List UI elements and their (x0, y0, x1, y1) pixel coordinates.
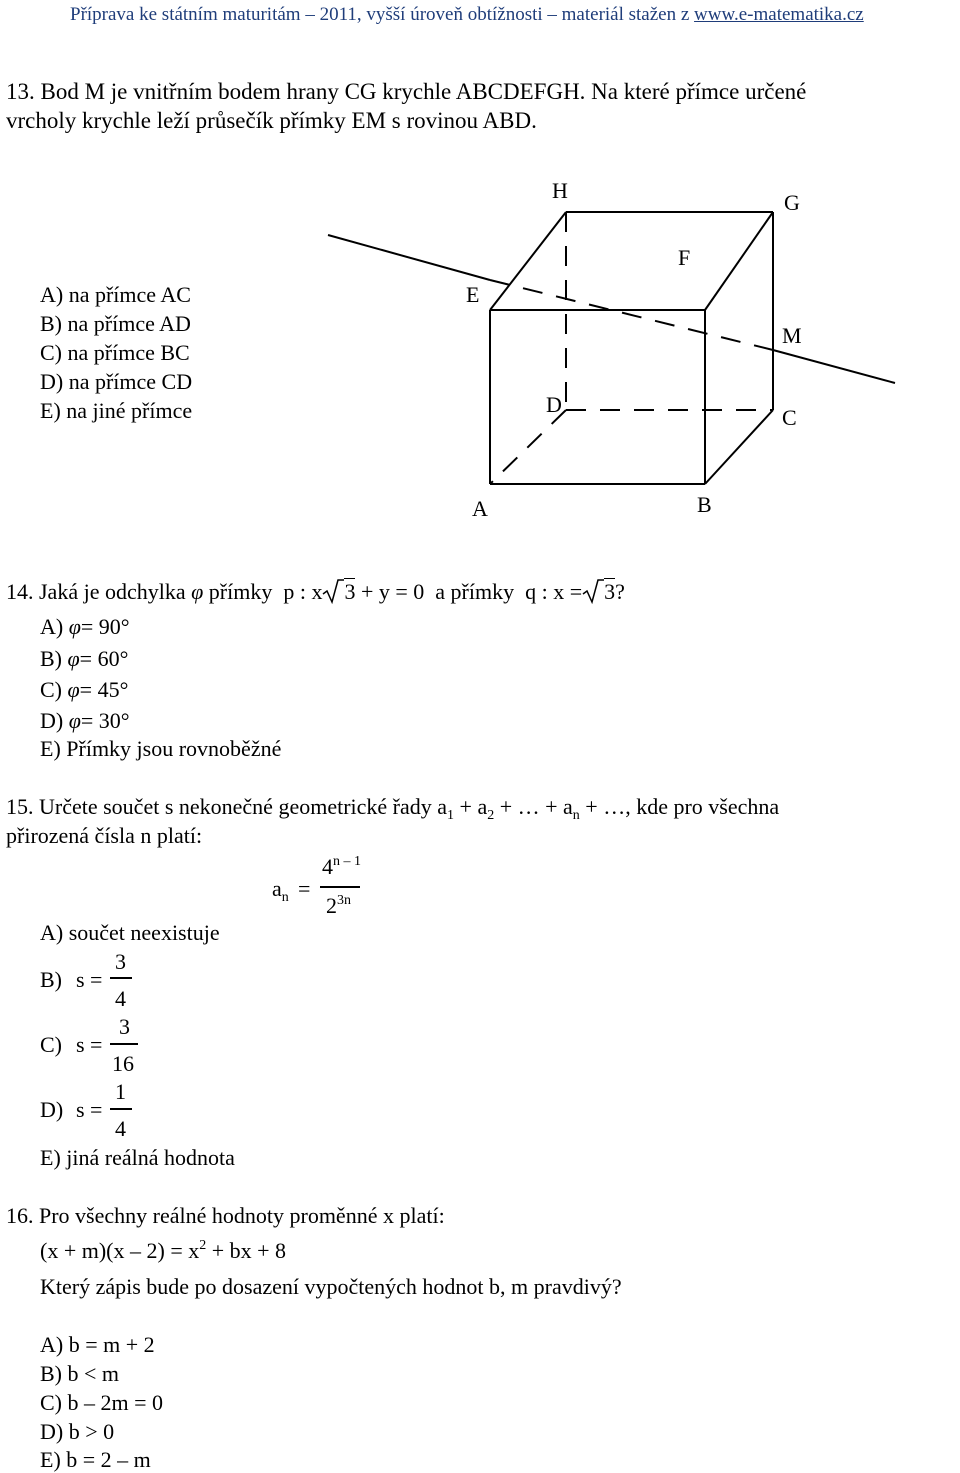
line-EM-left (328, 235, 490, 280)
sub-n: n (572, 808, 580, 823)
q15-option-b-bar (110, 977, 132, 979)
num-base: 4 (322, 854, 333, 879)
edge-DA (490, 410, 566, 484)
q15-option-c-s: s = (76, 1032, 103, 1057)
q14-question (6, 578, 625, 605)
q16-option-d: D) b > 0 (40, 1419, 115, 1444)
den-base: 2 (326, 893, 337, 918)
q16-line2: Který zápis bude po dosazení vypočtených hodnot b, m pravdivý? (40, 1274, 622, 1299)
q13-line1: 13. Bod M je vnitřním bodem hrany CG krychle ABCDEFGH. Na které přímce určené (6, 79, 807, 104)
q15-option-d-bar (110, 1108, 132, 1110)
q16-option-c: C) b – 2m = 0 (40, 1390, 164, 1415)
option-value: = 60° (79, 646, 129, 671)
q15-line1 (6, 794, 779, 824)
edge-BC (705, 410, 773, 484)
phi-symbol: φ (67, 646, 80, 671)
an-equals: = (298, 876, 311, 901)
q13-option-d: D) na přímce CD (40, 369, 193, 394)
an-fraction-bar (320, 886, 360, 888)
q15-option-b-num: 3 (115, 949, 126, 974)
vertex-label-M: M (782, 323, 802, 348)
option-letter: B) (40, 646, 62, 671)
q13-option-b: B) na přímce AD (40, 311, 191, 336)
an-numerator (322, 854, 361, 884)
line-EM-inside (490, 280, 773, 350)
q15-text-a: 15. Určete součet s nekonečné geometrické řady a (6, 794, 448, 819)
q14-option-e: E) Přímky jsou rovnoběžné (40, 736, 282, 761)
option-value: = 30° (80, 708, 130, 733)
q14-option-d (40, 708, 130, 734)
q15-line2: přirozená čísla n platí: (6, 823, 203, 848)
vertex-label-H: H (552, 178, 568, 203)
sqrt-symbol-p (322, 578, 355, 605)
header-text: Příprava ke státním maturitám – 2011, vyšší úroveň obtížnosti – materiál stažen z (70, 4, 690, 25)
header-link[interactable]: www.e-matematika.cz (694, 4, 864, 25)
sub-2: 2 (487, 808, 495, 823)
option-letter: A) (40, 614, 64, 639)
equation-left: (x + m)(x – 2) = x (40, 1238, 200, 1263)
sqrt-symbol-q (582, 578, 615, 605)
q15-plus: + a (454, 794, 488, 819)
q15-tail: + …, kde pro všechna (579, 794, 780, 819)
phi-symbol: φ (67, 677, 80, 702)
phi-symbol: φ (68, 614, 81, 639)
option-value: = 90° (80, 614, 130, 639)
q14-q-sqrt-value: 3 (604, 579, 616, 604)
q14-prefix: 14. Jaká je odchylka (6, 579, 186, 604)
q14-option-b (40, 646, 128, 672)
q15-option-a: A) součet neexistuje (40, 920, 220, 945)
vertex-label-E: E (466, 282, 480, 307)
q16-option-a: A) b = m + 2 (40, 1332, 155, 1357)
den-exponent: 3n (337, 893, 351, 908)
q15-option-c-bar (110, 1043, 138, 1045)
sub-1: 1 (447, 808, 455, 823)
vertex-label-F: F (678, 245, 691, 270)
edge-FG (705, 212, 773, 310)
vertex-label-G: G (784, 190, 800, 215)
q14-qmark: ? (615, 579, 625, 604)
q16-option-e: E) b = 2 – m (40, 1447, 151, 1472)
q13-option-c: C) na přímce BC (40, 340, 190, 365)
q15-option-b-s: s = (76, 967, 103, 992)
equation-exponent: 2 (199, 1238, 207, 1253)
q16-option-b: B) b < m (40, 1361, 120, 1386)
option-letter: C) (40, 677, 62, 702)
q15-dots: + … + a (494, 794, 573, 819)
line-EM-right (773, 350, 895, 383)
q14-q-eq: q : x = (525, 579, 583, 604)
q15-option-d-num: 1 (115, 1079, 126, 1104)
q15-option-b-letter: B) (40, 967, 62, 992)
q15-option-d-den: 4 (115, 1116, 126, 1141)
q15-option-b-den: 4 (115, 986, 126, 1011)
q15-option-c-num: 3 (119, 1014, 130, 1039)
vertex-label-A: A (472, 496, 488, 521)
q15-option-c-letter: C) (40, 1032, 62, 1057)
vertex-label-C: C (782, 405, 797, 430)
edge-EH (490, 212, 566, 310)
q14-mid: přímky (208, 579, 273, 604)
q14-p-sqrt-value: 3 (344, 579, 356, 604)
vertex-label-D: D (546, 392, 562, 417)
an-symbol (272, 876, 289, 906)
q13-option-a: A) na přímce AC (40, 282, 191, 307)
phi-symbol: φ (191, 579, 204, 604)
option-letter: D) (40, 708, 64, 733)
q15-option-d-letter: D) (40, 1097, 64, 1122)
cube-diagram (0, 0, 960, 560)
vertex-label-B: B (697, 492, 712, 517)
q13-line2: vrcholy krychle leží průsečík přímky EM s rovinou ABD. (6, 108, 537, 133)
q14-option-c (40, 677, 128, 703)
an-subscript: n (281, 890, 289, 905)
num-exponent: n – 1 (333, 854, 361, 869)
an-denominator (326, 893, 351, 923)
phi-symbol: φ (68, 708, 81, 733)
option-value: = 45° (79, 677, 129, 702)
q13-option-e: E) na jiné přímce (40, 398, 193, 423)
q14-option-a (40, 614, 130, 640)
q14-p-eq-a: p : x (283, 579, 323, 604)
q15-option-d-s: s = (76, 1097, 103, 1122)
q16-equation (40, 1238, 286, 1268)
q14-p-eq-b: + y = 0 (360, 579, 425, 604)
q15-option-c-den: 16 (112, 1051, 134, 1076)
equation-tail: + bx + 8 (206, 1238, 287, 1263)
q15-option-e: E) jiná reálná hodnota (40, 1145, 235, 1170)
q16-line1: 16. Pro všechny reálné hodnoty proměnné x platí: (6, 1203, 445, 1228)
an-letter: a (272, 876, 282, 901)
q14-and: a přímky (435, 579, 515, 604)
